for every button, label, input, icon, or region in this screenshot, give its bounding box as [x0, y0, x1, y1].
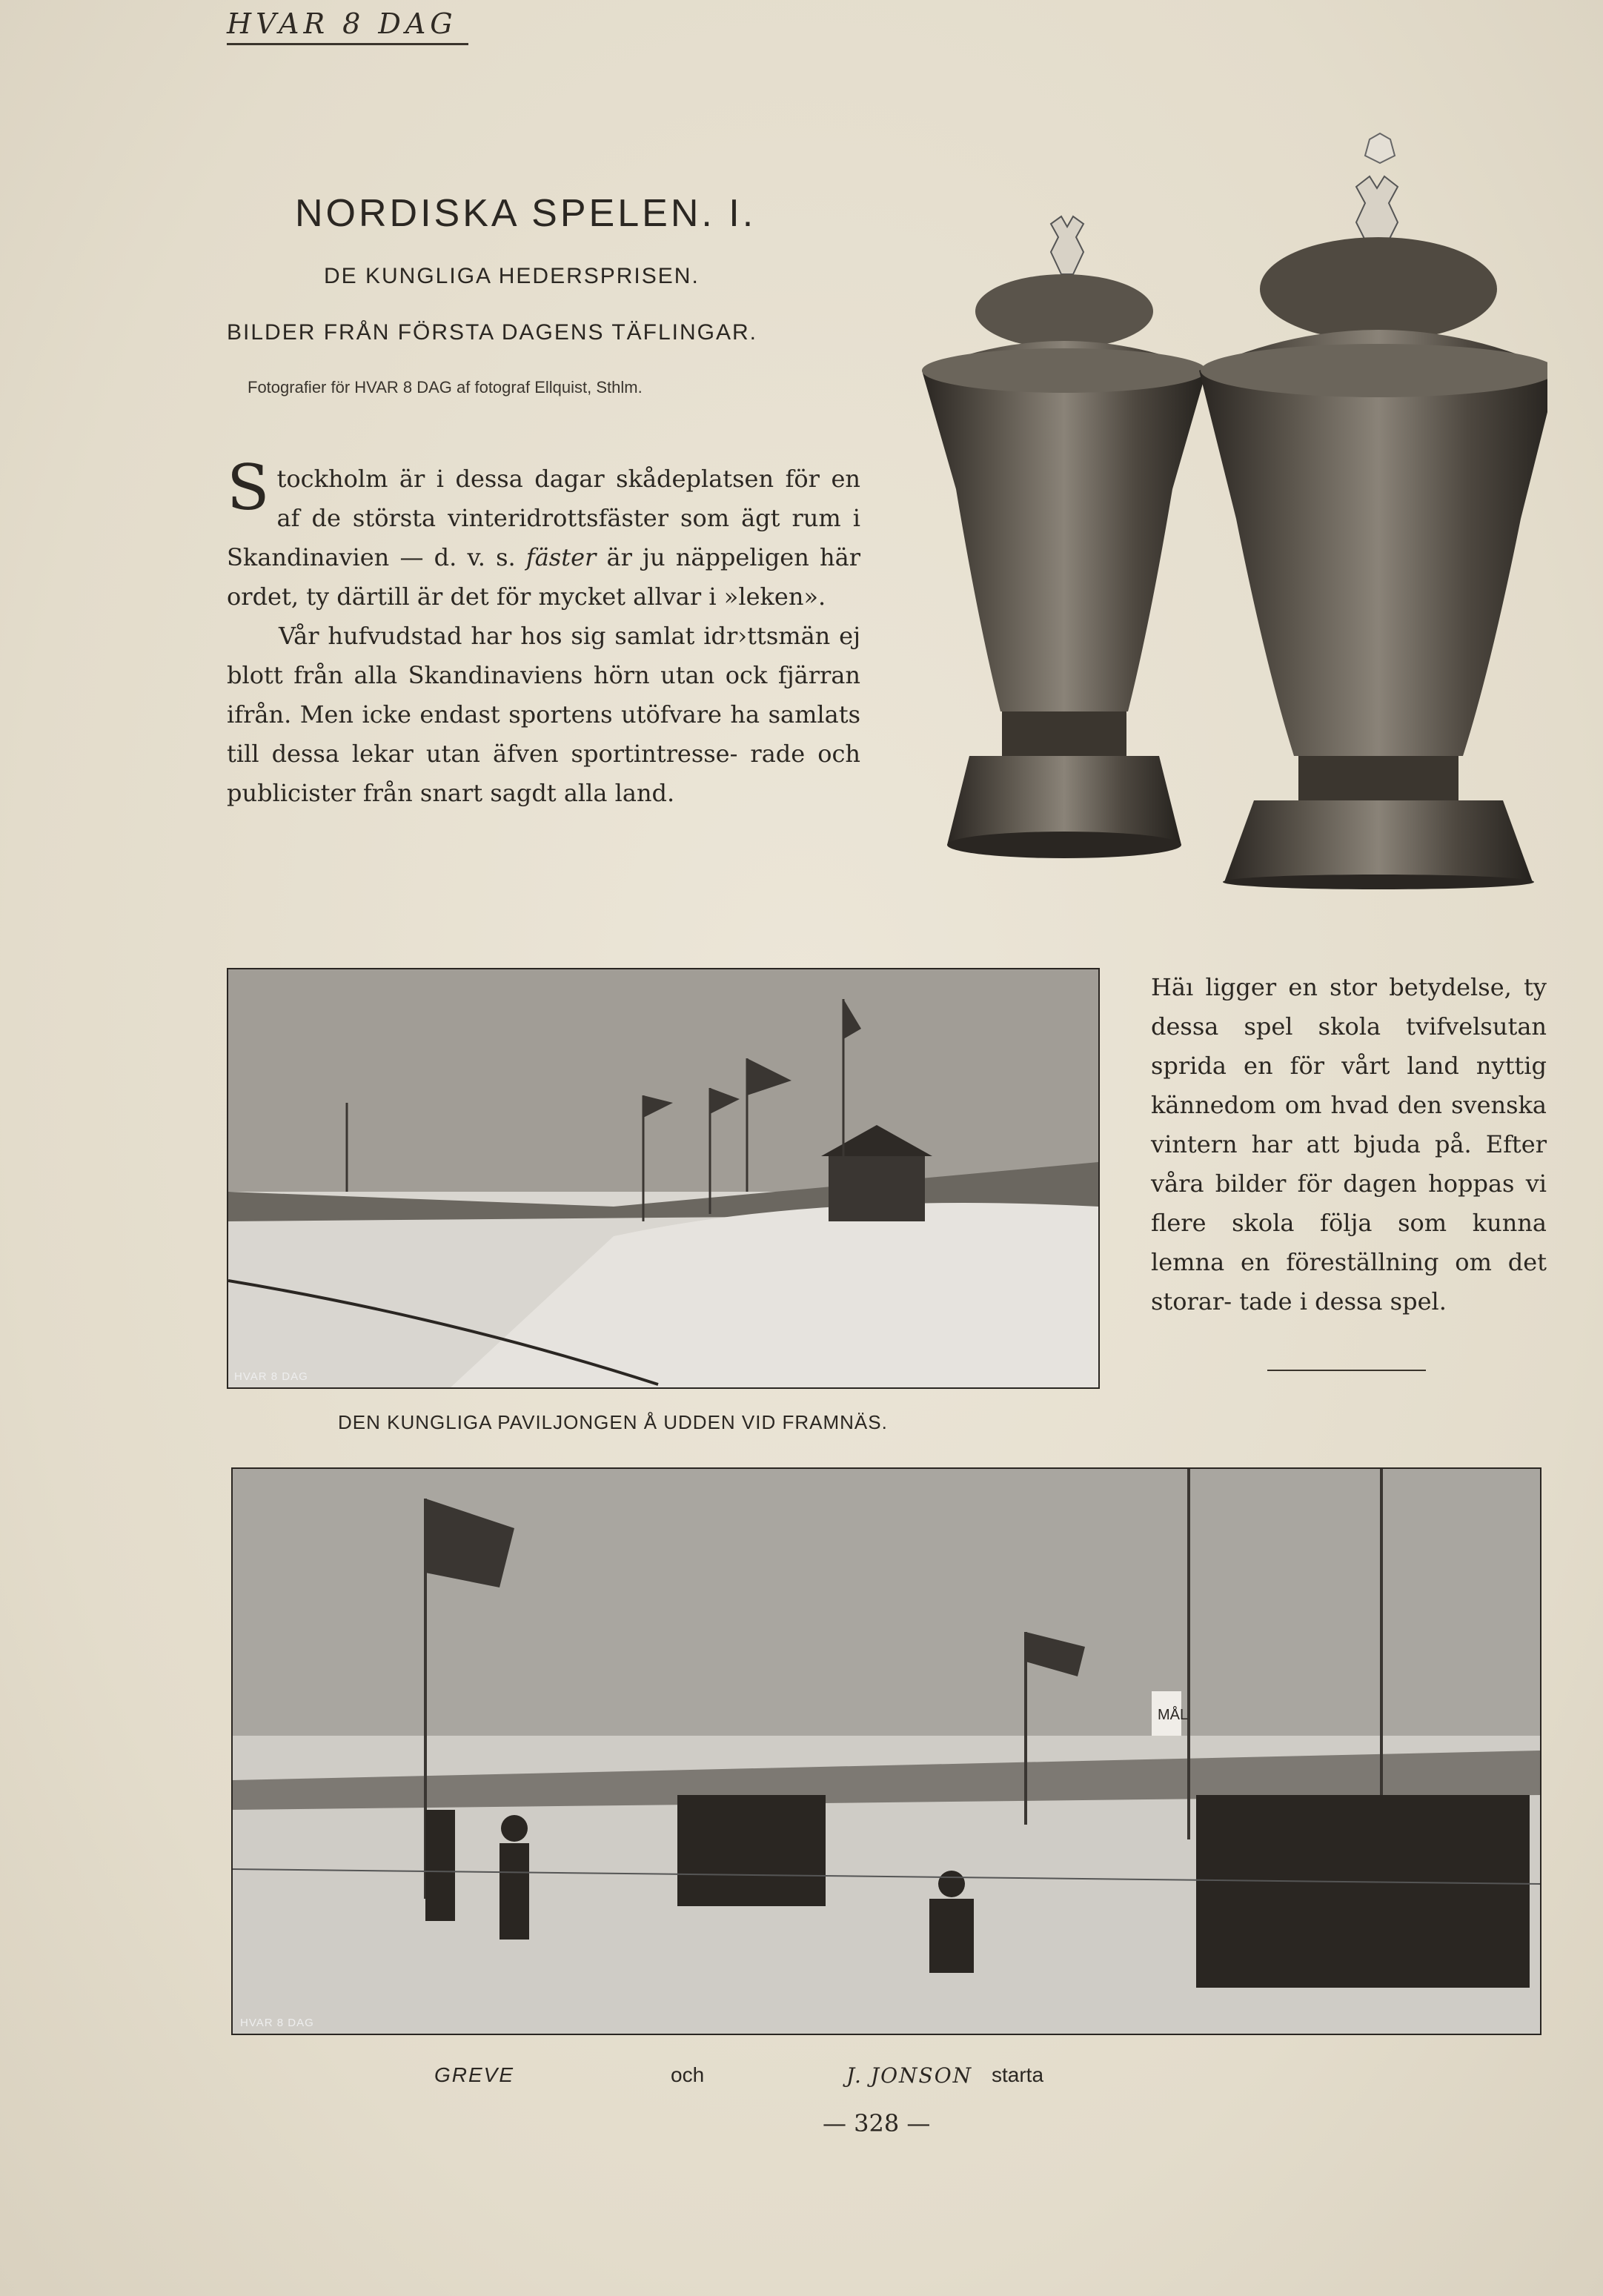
running-head: HVAR 8 DAG: [227, 7, 468, 45]
paragraph-3: Häı ligger en stor betydelse, ty dessa spel skola tvifvelsutan sprida en för vårt land nyttig kännedom om hvad den svenska vintern har att bjuda på. Efter våra bilder för dagen hoppas vi flere skola följa som kunna lemna en föreställning om det storar- tade i dessa spel.: [1151, 973, 1547, 1315]
caption-och: och: [671, 2063, 705, 2086]
article-title: NORDISKA SPELEN. I.: [295, 192, 757, 235]
finish-sign: MÅL: [1158, 1707, 1189, 1723]
p1-italic: fäster: [525, 543, 597, 571]
column-1: [227, 451, 861, 813]
royal-trophies-illustration: [906, 104, 1547, 889]
caption-greve: GREVE: [434, 2063, 515, 2086]
pavilion-scene: [228, 969, 1098, 1387]
paragraph-2: Vår hufvudstad har hos sig samlat idr›ttsmän ej blott från alla Skandinaviens hörn utan ock fjärran ifrån. Men icke endast sportens utöfvare ha samlats till dessa lekar utan äfven sportintresse- rade och publicister från snart sagdt alla land.: [227, 622, 860, 807]
left-trophy: [922, 216, 1207, 858]
section-rule: [1267, 1370, 1426, 1371]
paragraph-1: [227, 451, 861, 617]
p1-tail: är ju näppeligen här ordet, ty därtill är det för mycket allvar i »leken».: [227, 543, 861, 611]
skating-race-photo: [231, 1467, 1541, 2035]
pavilion-photo-mark: HVAR 8 DAG: [234, 1370, 308, 1383]
subtitle-royal-prizes: DE KUNGLIGA HEDERSPRISEN.: [324, 264, 700, 288]
race-photo-mark: HVAR 8 DAG: [240, 2017, 314, 2029]
caption-starta: starta: [992, 2063, 1044, 2086]
p1-lead: tockholm är i dessa dagar skådeplatsen för en af de största vinteridrottsfäster som ägt rum i Skandinavien — d. v. s.: [227, 465, 860, 571]
right-trophy: [1199, 133, 1547, 889]
column-2: [1151, 968, 1547, 1321]
pavilion-photo: [227, 968, 1100, 1389]
pavilion-caption: DEN KUNGLIGA PAVILJONGEN Å UDDEN VID FRAMNÄS.: [338, 1411, 888, 1433]
caption-jonson: J. JONSON: [846, 2063, 973, 2088]
page-number: — 328 —: [823, 2109, 931, 2137]
photo-credit: Fotografier för HVAR 8 DAG af fotograf Ellquist, Sthlm.: [248, 378, 643, 397]
subtitle-first-day: BILDER FRÅN FÖRSTA DAGENS TÄFLINGAR.: [227, 320, 758, 345]
drop-cap: S: [227, 451, 270, 524]
skating-scene: [233, 1469, 1540, 2034]
